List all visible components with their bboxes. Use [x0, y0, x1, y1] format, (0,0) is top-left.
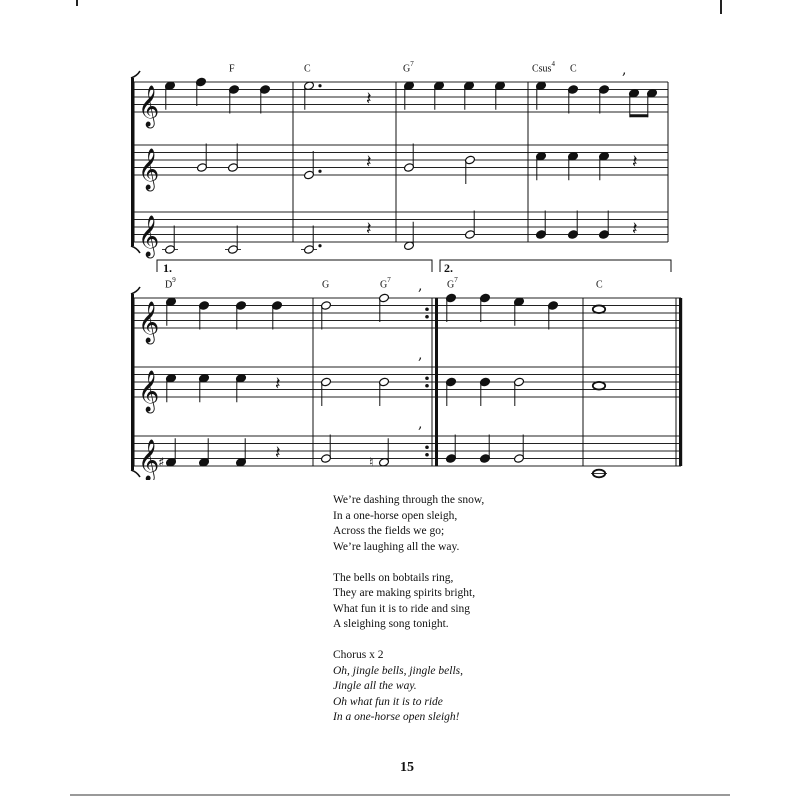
eighth-beam: [630, 114, 648, 117]
chord-symbol: $D^9$: [165, 276, 176, 291]
chorus: [333, 648, 593, 726]
chord-symbol: $G^7$: [447, 276, 458, 291]
lyric-line: In a one-horse open sleigh,: [333, 509, 458, 522]
chord-symbol: $G^7$: [403, 60, 414, 75]
quarter-rest-icon: 𝄽: [275, 442, 281, 464]
breath-mark-icon: ,: [418, 416, 423, 432]
repeat-dot: [425, 453, 429, 457]
treble-clef-icon: 𝄞: [138, 371, 160, 412]
breath-mark-icon: ,: [622, 62, 627, 78]
chorus-line: Oh, jingle bells, jingle bells,: [333, 664, 463, 677]
chorus-line: Oh what fun it is to ride: [333, 695, 443, 708]
chorus-line: Jingle all the way.: [333, 680, 417, 692]
repeat-dot: [425, 384, 429, 388]
repeat-dot: [425, 315, 429, 319]
augmentation-dot: [318, 170, 321, 173]
chorus-line: In a one-horse open sleigh!: [333, 711, 460, 723]
quarter-rest-icon: 𝄽: [275, 373, 281, 395]
treble-clef-icon: 𝄞: [138, 302, 160, 343]
verse-1: [333, 493, 593, 555]
repeat-dot: [425, 376, 429, 380]
bracket-hook-top: [131, 71, 140, 78]
chord-symbol: C: [304, 63, 311, 75]
lyric-line: Across the fields we go;: [333, 525, 445, 537]
repeat-thick-barline: [435, 298, 438, 466]
quarter-rest-icon: 𝄽: [366, 218, 372, 240]
lyric-line: The bells on bobtails ring,: [333, 571, 454, 584]
repeat-dot: [425, 445, 429, 449]
treble-clef-icon: 𝄞: [138, 440, 160, 480]
quarter-rest-icon: 𝄽: [632, 151, 638, 173]
verse-2: [333, 571, 593, 633]
treble-clef-icon: 𝄞: [138, 216, 160, 257]
page-number: 15: [400, 760, 414, 775]
bracket-hook-top: [131, 287, 140, 294]
first-ending-label: 1.: [163, 261, 172, 275]
page-edge-bottom: [70, 794, 730, 796]
lyric-line: What fun it is to ride and sing: [333, 602, 471, 615]
lyrics-block: [333, 493, 593, 741]
chorus-heading: Chorus x 2: [333, 649, 384, 661]
lyric-line: We’re laughing all the way.: [333, 540, 460, 553]
augmentation-dot: [318, 84, 321, 87]
chord-symbol: F: [229, 63, 235, 75]
whole-note: [593, 382, 605, 390]
sharp-icon: ♯: [158, 455, 165, 471]
first-ending-bracket: [157, 260, 432, 272]
chord-symbol: C: [570, 63, 577, 75]
breath-mark-icon: ,: [418, 347, 423, 363]
whole-note: [593, 305, 605, 313]
second-ending-label: 2.: [444, 261, 453, 275]
lyric-line: They are making spirits bright,: [333, 587, 476, 599]
treble-clef-icon: 𝄞: [138, 149, 160, 190]
treble-clef-icon: 𝄞: [138, 86, 160, 127]
quarter-rest-icon: 𝄽: [632, 218, 638, 240]
breath-mark-icon: ,: [418, 278, 423, 294]
chord-symbol: Csus$^4$: [532, 60, 555, 75]
final-thick-barline: [679, 298, 682, 466]
lyric-line: A sleighing song tonight.: [333, 618, 449, 630]
augmentation-dot: [318, 244, 321, 247]
quarter-rest-icon: 𝄽: [366, 151, 372, 173]
chord-symbol: C: [596, 279, 603, 291]
quarter-rest-icon: 𝄽: [366, 88, 372, 110]
lyric-line: We’re dashing through the snow,: [333, 494, 485, 506]
natural-icon: ♮: [369, 455, 374, 471]
chord-symbol: $G^7$: [380, 276, 391, 291]
chord-symbol: G: [322, 279, 330, 291]
second-ending-bracket: [440, 260, 671, 272]
repeat-dot: [425, 307, 429, 311]
